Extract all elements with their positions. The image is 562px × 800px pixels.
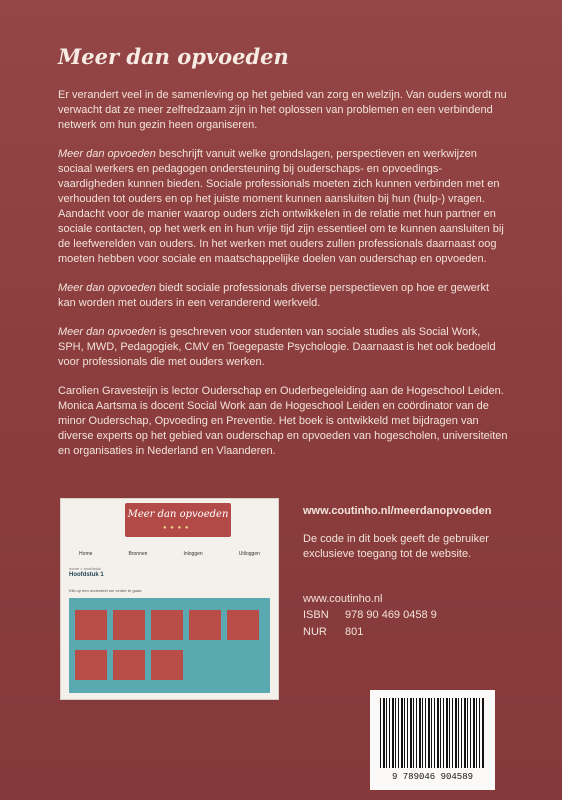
nav-item-uitloggen: Uitloggen [238,551,260,557]
website-nav [61,551,278,557]
website-url: www.coutinho.nl/meerdanopvoeden [303,505,492,517]
isbn-value: 978 90 469 0458 9 [345,609,437,621]
website-banner [125,503,231,537]
logo-dots-icon: ● ● ● ● [163,525,190,531]
tile [227,610,259,640]
publisher-site: www.coutinho.nl [303,593,383,605]
nur-label: NUR [303,626,327,638]
nur-value: 801 [345,626,364,638]
isbn-row [303,609,437,621]
tile [75,650,107,680]
website-logo: Meer dan opvoeden [127,509,229,520]
tile [113,610,145,640]
tile [189,610,221,640]
tile [151,650,183,680]
website-screenshot [60,498,279,700]
paragraph-4: Meer dan opvoeden is geschreven voor studenten van sociale studies als Social Work, SPH, MWD, Pedagogiek, CMV en Toegepaste Psychologie. Daarnaast is het ook bedoeld voor professionals die met ouders werken. [58,326,496,368]
access-code-note: De code in dit boek geeft de gebruiker exclusieve toegang tot de website. [303,533,489,560]
nav-item-home: Home [79,551,93,557]
book-title: Meer dan opvoeden [58,44,289,69]
website-chapter-heading: Hoofdstuk 1 [69,572,104,578]
paragraph-2: Meer dan opvoeden beschrijft vanuit welke grondslagen, perspectieven en werkwijzen sociaal werkers en pedagogen ondersteuning bij ouderschaps- en opvoedings-vaardigheden kunnen bieden. Sociale professionals moeten zich kunnen verbinden met en verhouden tot ouders en op het juiste moment kunnen aansluiten bij hun (hulp-) vragen. Aandacht voor de manier waarop ouders zich ontwikkelen in de relatie met hun partner en sociale contacten, op het werk en in hun vrije tijd zijn essentieel om te kunnen aansluiten bij de leefwerelden van ouders. In het werken met ouders zullen professionals daarnaast oog moeten hebben voor sociale en maatschappelijke doelen van ouderschap en opvoeden. [58,148,504,265]
website-tile-panel [69,598,270,693]
isbn-label: ISBN [303,609,329,621]
website-intro: Klik op een onderdeel om verder te gaan: [69,588,143,593]
tile [151,610,183,640]
tile [113,650,145,680]
paragraph-authors: Carolien Gravesteijn is lector Ouderschap en Ouderbegeleiding aan de Hogeschool Leiden. Monica Aartsma is docent Social Work aan de Hogeschool Leiden en coördinator van de minor Ouderschap, Opvoeding en Preventie. Het boek is ontwikkeld met bijdragen van diverse experts op het gebied van ouderschap en opvoeden van hogescholen, universiteiten en organisaties in Nederland en Vlaanderen. [58,385,508,457]
barcode [370,690,495,790]
blurb [58,88,508,473]
paragraph-1: Er verandert veel in de samenleving op het gebied van zorg en welzijn. Van ouders wordt nu verwacht dat ze meer zelfredzaam zijn in het oplossen van problemen en een verbindend netwerk om hun gezin heen organiseren. [58,89,507,131]
tile [75,610,107,640]
website-breadcrumb: home > hoofdstuk [69,566,101,571]
barcode-digits: 9 789046 904589 [391,772,473,782]
nav-item-bronnen: Bronnen [128,551,148,557]
nur-row [303,626,363,638]
nav-item-inloggen: Inloggen [183,551,203,557]
paragraph-3: Meer dan opvoeden biedt sociale professionals diverse perspectieven op hoe er gewerkt kan worden met ouders in een veranderend werkveld. [58,282,490,309]
barcode-bars [380,698,485,768]
